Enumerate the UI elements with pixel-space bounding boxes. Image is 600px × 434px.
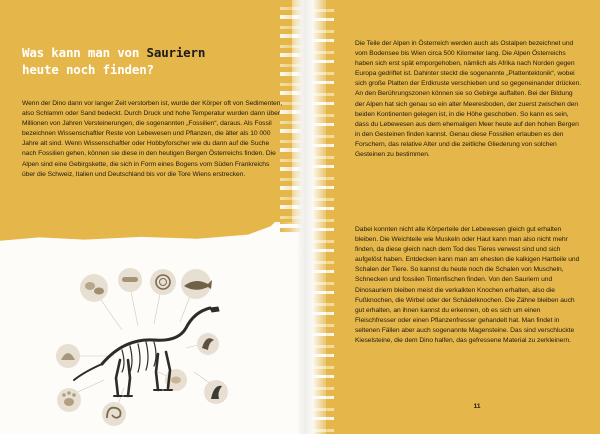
fossil-circle-tooth (204, 380, 228, 404)
left-paragraph: Wenn der Dino dann vor langer Zeit verstorben ist, wurde der Körper oft von Sedimenten, also Schlamm oder Sand bedeckt. Durch Druck und hohe Temperatur wurden dann über Millionen von Jahren Versteinerungen, die sogenannten „Fossilien“, daraus. Als Fossil bezeichnen Wissenschaftler Reste von Lebewesen und Pflanzen, die älter als 10 000 Jahre alt sind. Wenn Wissenschaftler oder Hobbyforscher wie du dann auf die Suche nach Fossilien gehen, können sie diese in den heutigen Bergen Österreichs finden. Die Alpen sind eine Gebirgskette, die sich in Form eines Bogens vom Süden Frankreichs über die Schweiz, Italien und Deutschland bis vor die Tore Wiens erstrecken. (22, 100, 283, 178)
title-line1-plain: Was kann man von (22, 45, 147, 60)
right-brush-edge (312, 0, 334, 434)
fossil-circle-bone (118, 268, 142, 292)
fossil-circle-snail (102, 402, 126, 426)
fossil-circle-ammonite (150, 269, 176, 295)
title-line1-highlight: Sauriern (146, 45, 206, 60)
fossil-circle-fish (181, 269, 212, 299)
fossil-circle-shells (80, 274, 108, 302)
fossil-circle-footprint (57, 388, 81, 412)
title-line2: heute noch finden? (22, 62, 154, 77)
fossil-circle-shell-left (56, 344, 80, 368)
book-gutter (296, 0, 314, 434)
right-paragraph-2: Dabei konnten nicht alle Körperteile der Lebewesen gleich gut erhalten bleiben. Die Weichteile wie Muskeln oder Haut kann man also nicht mehr finden, da diese gleich nach dem Tod des Tieres verwest sind und sich aufgelöst haben. Entdecken kann man am ehesten die kalkigen Hartteile und Schalen der Tiere. So kannst du heute noch die Schalen von Muscheln, Schnecken und fossilen Tintenfischen finden. Von den Sauriern und Dinosauriern bleiben meist die verkalkten Knochen erhalten, also die Fußknochen, die Wirbel oder der Schädelknochen. Die Zähne bleiben auch gut erhalten, an ihnen kannst du erkennen, ob es sich um einen Fleischfresser oder einen Pflanzenfresser gehandelt hat. Man findet in seltenen Fällen aber auch sogenannte Magensteine. Das sind verschluckte Kieselsteine, die dem Dino halfen, das gefressene Material zu zerkleinern. (355, 226, 580, 345)
dinosaur-fossil-illustration (54, 268, 244, 428)
right-paragraph-1: Die Teile der Alpen in Österreich werden auch als Ostalpen bezeichnet und vom Bodensee bis Wien circa 500 Kilometer lang. Die Alpen Österreichs haben sich erst spät emporgehoben, nämlich als Afrika nach Norden gegen Europa gedriftet ist. Dahinter steckt die sogenannte „Plattentektonik“, wobei sich große Platten der Erdkruste verschieben und so gegeneinander drücken. An den Berührungszonen können sie so Gebirge auffalten. Bei der Bildung der Alpen hat sich genau so ein alter Meeresboden, der zuerst zwischen den beiden Kontinenten gelegen ist, in die Höhe geschoben. So kann es sein, dass du Lebewesen aus dem ehemaligen Meer heute auf den hohen Bergen in den Gesteinen finden kannst. Genau diese Fossilien erlauben es den Forschern, das relative Alter und die zeitliche Gliederung von solchen Gesteinen zu bestimmen. (355, 40, 582, 159)
fossil-circle-claw (197, 333, 219, 355)
page-number: 11 (473, 403, 481, 410)
dinosaur-skeleton (74, 307, 219, 396)
left-ochre-brush-bottom (0, 215, 282, 243)
page-title (22, 44, 282, 78)
